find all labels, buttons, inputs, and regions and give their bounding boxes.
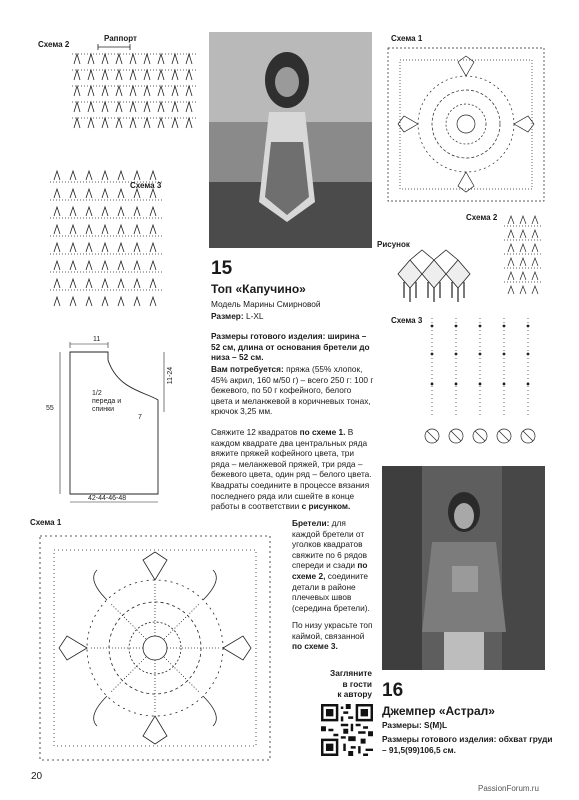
scheme1-chart — [32, 528, 278, 768]
straps-text-b: соедините детали в районе плечевых швов (середина бретели). — [292, 570, 370, 613]
bottom-sizes: 42-44-46-48 — [88, 495, 127, 502]
dims-label: Размеры готового изделия: — [211, 331, 326, 341]
squares-text-b: В каждом квадрате два центральных ряда вяжите пряжей кофейного цвета, три ряда – меланжевой пряжей, три ряда – бежевого цвета, один ряд – белого цвета. Квадраты соедините в процессе вязания последнего ряда или сшейте в конце работы в соответствии — [211, 427, 372, 512]
scheme1-label: Схема 1 — [30, 518, 62, 527]
model15-size — [211, 311, 263, 322]
model15-designer: Модель Марины Смирновой — [211, 299, 321, 309]
model16-dims — [382, 734, 554, 755]
watermark: PassionForum.ru — [478, 784, 539, 793]
model16-photo — [382, 466, 545, 670]
model15-number: 15 — [211, 258, 233, 279]
needs-text: пряжа (55% хлопок, 45% акрил, 160 м/50 г) – всего 250 г: 100 г бежевого, по 50 г кофейного, белого цвета и меланжевой в коричневых тонах, крючок 3,25 мм. — [211, 364, 374, 417]
guests-line3: к автору — [337, 689, 372, 700]
m16-sizes-label: Размеры: — [382, 720, 422, 730]
bottom-bold: по схеме 3. — [292, 641, 338, 652]
model16-sizes — [382, 720, 447, 731]
model15-squares — [211, 427, 374, 512]
model15-bottom — [292, 620, 374, 652]
picture-label: Рисунок — [377, 240, 410, 249]
scheme3-label: Схема 3 — [130, 181, 162, 190]
model16-number: 16 — [382, 680, 404, 701]
guests-line1: Загляните — [330, 668, 372, 678]
model15-photo — [209, 32, 372, 248]
guests-text — [320, 668, 372, 700]
bottom-text: По низу украсьте топ каймой, связанной — [292, 620, 373, 641]
straps-text-a: для каждой бретели от уголков квадратов свяжите по 6 рядов спереди и сзади — [292, 518, 367, 571]
rapport-label: Раппорт — [104, 34, 137, 43]
scheme2-chart — [70, 42, 202, 140]
guests-line2: в гости — [342, 678, 372, 689]
front-back-label: переда и спинки — [92, 398, 122, 413]
dim-small: 7 — [138, 414, 142, 421]
squares-bold-a: по схеме 1. — [299, 427, 346, 437]
pattern-diagram — [52, 334, 182, 510]
model16-title: Джемпер «Астрал» — [382, 704, 495, 718]
model15-dims — [211, 331, 374, 363]
model15-title: Топ «Капучино» — [211, 282, 306, 296]
size-value: L-XL — [245, 311, 264, 321]
squares-bold-b: с рисунком. — [301, 501, 351, 512]
straps-bold-a: по схеме 2, — [292, 560, 368, 581]
model15-needs — [211, 364, 374, 417]
m16-sizes-value: S(M)L — [424, 720, 448, 730]
right-scheme1-label: Схема 1 — [391, 34, 423, 43]
right-scheme3-label: Схема 3 — [391, 316, 423, 325]
size-label: Размер: — [211, 311, 244, 321]
straps-label: Бретели: — [292, 518, 330, 528]
model15-straps — [292, 518, 374, 613]
right-scheme1-chart — [382, 42, 550, 207]
right-scheme2-chart — [502, 210, 544, 310]
dim-top: 11 — [93, 336, 101, 343]
right-scheme2-label: Схема 2 — [466, 213, 498, 222]
half-label: 1/2 — [92, 390, 102, 397]
m16-dims-text: обхват груди – 91,5(99)106,5 см. — [382, 734, 553, 755]
dim-side: 11-24 — [167, 366, 175, 385]
dim-height: 55 — [46, 405, 54, 412]
right-scheme3-chart — [422, 314, 550, 454]
page-number: 20 — [31, 771, 43, 782]
assembly-picture — [394, 248, 480, 304]
qr-code[interactable] — [321, 704, 373, 756]
dims-text: ширина – 52 см, длина от основания бретели до низа – 52 см. — [211, 331, 370, 363]
squares-text-a: Свяжите 12 квадратов — [211, 427, 298, 437]
scheme3-chart — [48, 166, 166, 316]
scheme2-label: Схема 2 — [38, 40, 70, 49]
needs-label: Вам потребуется: — [211, 364, 284, 374]
m16-dims-label: Размеры готового изделия: — [382, 734, 497, 744]
